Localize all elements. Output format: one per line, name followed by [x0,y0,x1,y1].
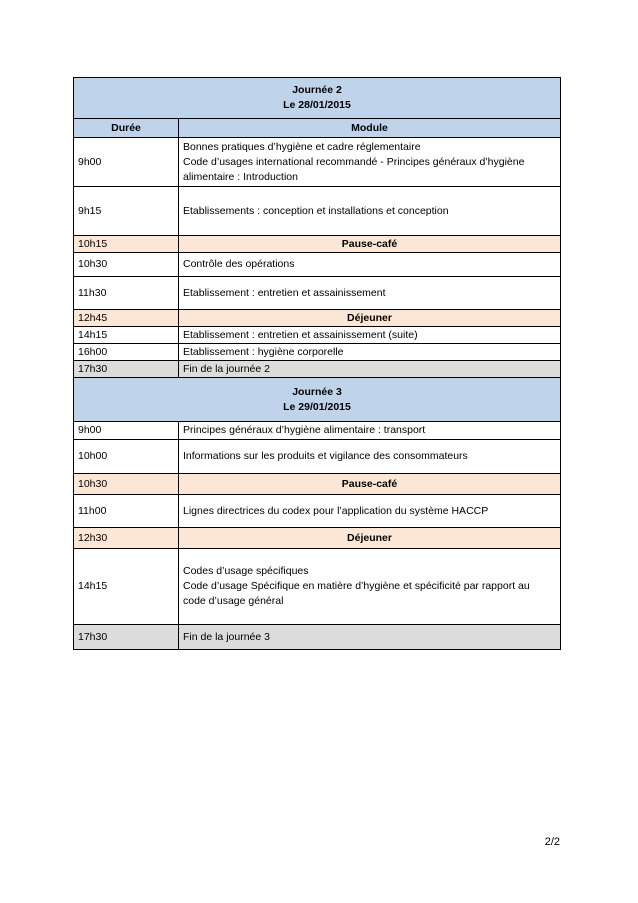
module-line: Code d’usage Spécifique en matière d’hygiène et spécificité par rapport au [183,580,530,592]
time-cell: 17h30 [74,361,179,378]
page-number: 2/2 [544,836,560,848]
break-row [74,528,561,549]
time-cell: 11h00 [74,495,179,528]
time-cell: 11h30 [74,277,179,310]
module-cell: Etablissements : conception et installations et conception [179,187,561,236]
break-row [74,236,561,253]
module-cell: Contrôle des opérations [179,253,561,277]
break-row [74,310,561,327]
time-cell: 10h30 [74,253,179,277]
table-row [74,549,561,625]
break-label: Déjeuner [179,310,561,327]
break-label: Déjeuner [179,528,561,549]
table-row [74,138,561,187]
time-cell: 10h00 [74,440,179,474]
day3-header [74,378,561,422]
time-cell: 9h00 [74,422,179,440]
module-line: Code d’usages international recommandé - Principes généraux d’hygiène [183,155,525,168]
day2-title: Journée 2 [292,84,342,96]
day3-date: Le 29/01/2015 [283,400,351,413]
break-label: Pause-café [179,236,561,253]
time-cell: 10h15 [74,236,179,253]
time-cell: 9h00 [74,138,179,187]
module-line: alimentaire : Introduction [183,170,298,183]
module-cell: Etablissement : entretien et assainissement (suite) [179,327,561,344]
module-cell: Etablissement : hygiène corporelle [179,344,561,361]
module-cell: Fin de la journée 3 [179,625,561,650]
day3-title: Journée 3 [292,385,342,398]
break-row [74,474,561,495]
time-cell: 12h30 [74,528,179,549]
end-row [74,625,561,650]
end-row [74,361,561,378]
day2-date: Le 28/01/2015 [283,99,351,111]
module-column-header: Module [179,119,561,138]
time-cell: 12h45 [74,310,179,327]
time-cell: 14h15 [74,549,179,625]
day2-header [74,78,561,119]
table-row [74,422,561,440]
time-cell: 14h15 [74,327,179,344]
table-row [74,277,561,310]
module-cell: Informations sur les produits et vigilance des consommateurs [179,440,561,474]
time-cell: 9h15 [74,187,179,236]
module-line: Bonnes pratiques d’hygiène et cadre réglementaire [183,140,421,153]
table-row [74,440,561,474]
module-cell [179,549,561,625]
table-row [74,187,561,236]
table-row [74,253,561,277]
module-cell: Etablissement : entretien et assainissement [179,277,561,310]
module-line: Codes d’usage spécifiques [183,565,309,577]
break-label: Pause-café [179,474,561,495]
column-header-row [74,119,561,138]
table-row [74,327,561,344]
time-cell: 10h30 [74,474,179,495]
time-cell: 17h30 [74,625,179,650]
table-row [74,495,561,528]
module-cell: Principes généraux d’hygiène alimentaire : transport [179,422,561,440]
module-cell: Fin de la journée 2 [179,361,561,378]
module-line: code d’usage général [183,595,284,607]
time-cell: 16h00 [74,344,179,361]
module-cell: Lignes directrices du codex pour l’application du système HACCP [179,495,561,528]
table-row [74,344,561,361]
module-cell [179,138,561,187]
duration-column-header: Durée [74,119,179,138]
schedule-table [73,77,561,650]
